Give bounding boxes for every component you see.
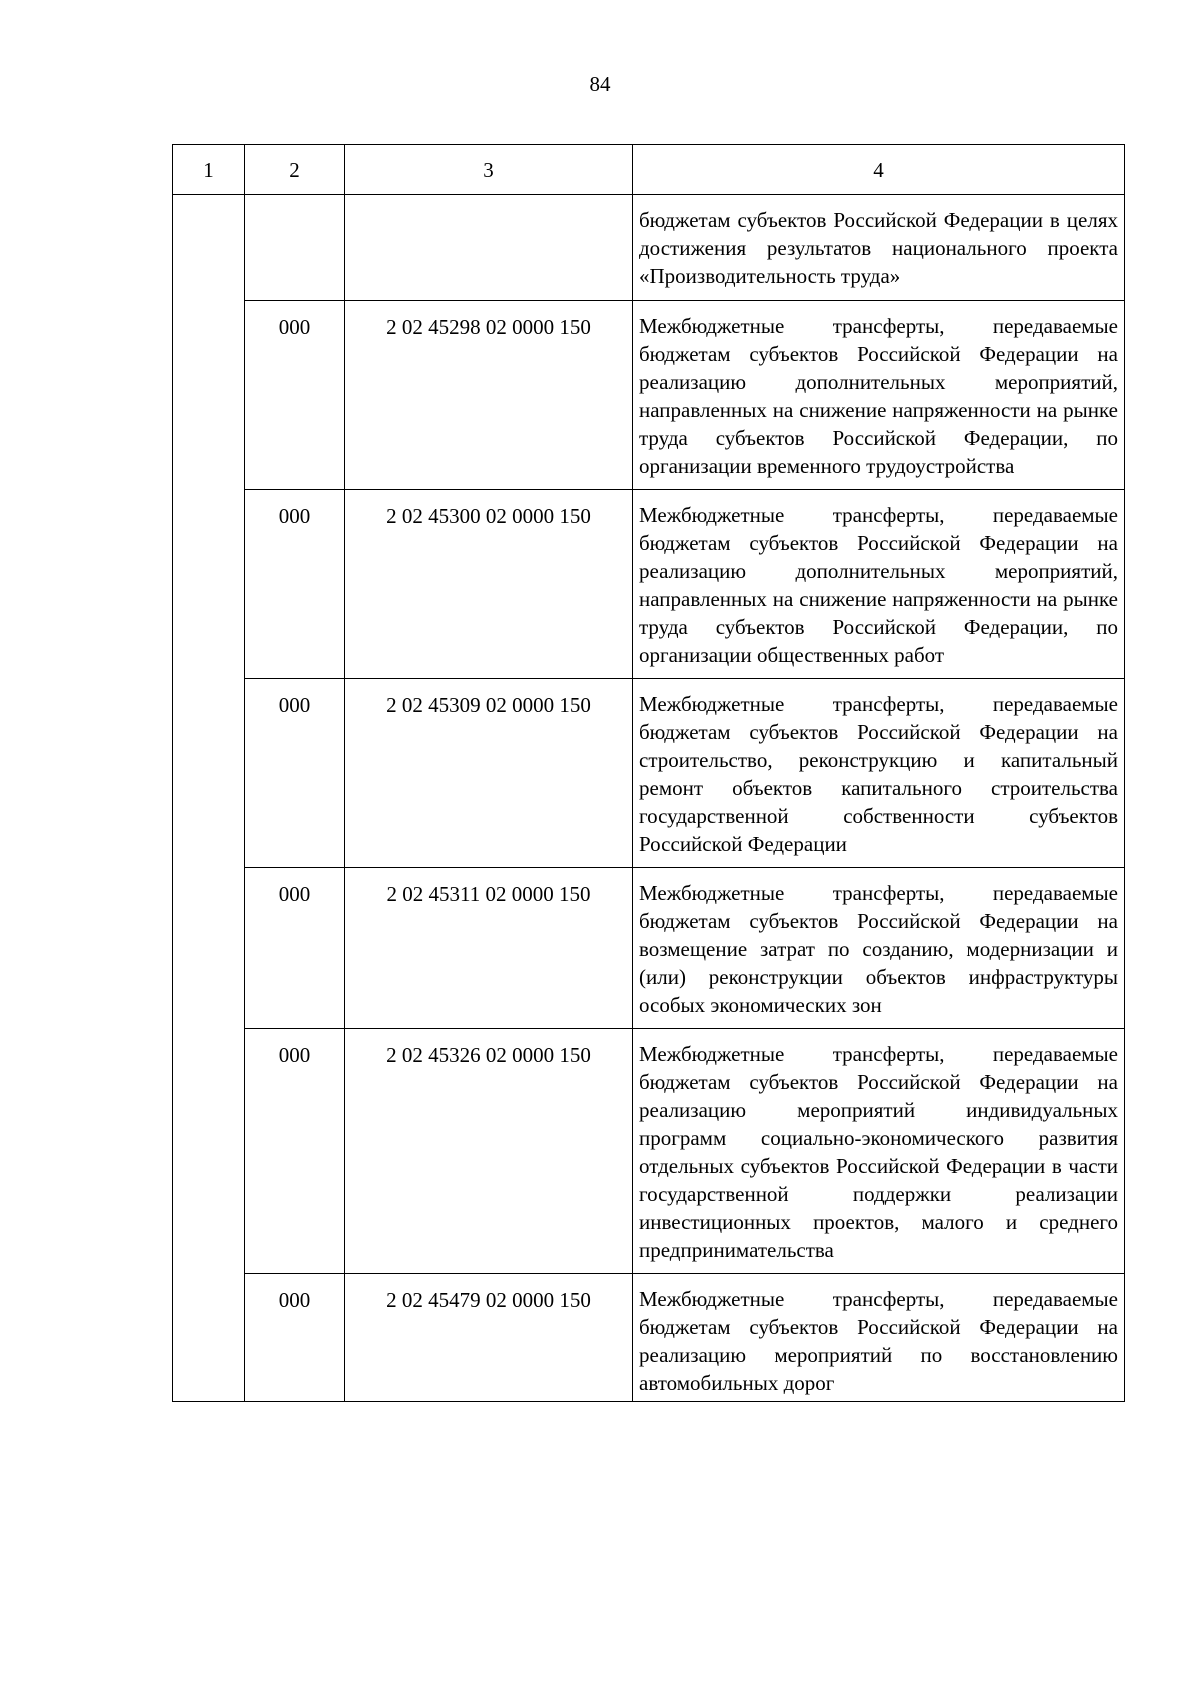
- description-cell: бюджетам субъектов Российской Федерации в целях достижения результатов национального проекта «Производительность труда»: [633, 195, 1125, 301]
- budget-codes-table: [172, 144, 1125, 1402]
- admin-code-cell: 000: [245, 490, 345, 679]
- revenue-code-cell: 2 02 45479 02 0000 150: [345, 1274, 633, 1402]
- revenue-code-cell: [345, 195, 633, 301]
- description-cell: Межбюджетные трансферты, передаваемые бюджетам субъектов Российской Федерации на реализацию дополнительных мероприятий, направленных на снижение напряженности на рынке труда субъектов Российской Федерации, по организации временного трудоустройства: [633, 301, 1125, 490]
- table-row: [173, 868, 1125, 1029]
- table-row: [173, 195, 1125, 301]
- header-col-3: 3: [345, 145, 633, 195]
- header-col-1: 1: [173, 145, 245, 195]
- table-row: [173, 301, 1125, 490]
- admin-code-cell: 000: [245, 1029, 345, 1274]
- revenue-code-cell: 2 02 45309 02 0000 150: [345, 679, 633, 868]
- header-row: [173, 145, 1125, 195]
- description-cell: Межбюджетные трансферты, передаваемые бюджетам субъектов Российской Федерации на строительство, реконструкцию и капитальный ремонт объектов капитального строительства государственной собственности субъектов Российской Федерации: [633, 679, 1125, 868]
- row-col-1: [173, 195, 245, 1402]
- description-cell: Межбюджетные трансферты, передаваемые бюджетам субъектов Российской Федерации на реализацию мероприятий по восстановлению автомобильных дорог: [633, 1274, 1125, 1402]
- header-col-4: 4: [633, 145, 1125, 195]
- revenue-code-cell: 2 02 45300 02 0000 150: [345, 490, 633, 679]
- page-number: 84: [589, 72, 611, 96]
- description-cell: Межбюджетные трансферты, передаваемые бюджетам субъектов Российской Федерации на реализацию мероприятий индивидуальных программ социально-экономического развития отдельных субъектов Российской Федерации в части государственной поддержки реализации инвестиционных проектов, малого и среднего предпринимательства: [633, 1029, 1125, 1274]
- admin-code-cell: 000: [245, 868, 345, 1029]
- table-row: [173, 490, 1125, 679]
- table-row: [173, 1029, 1125, 1274]
- revenue-code-cell: 2 02 45298 02 0000 150: [345, 301, 633, 490]
- admin-code-cell: 000: [245, 679, 345, 868]
- admin-code-cell: 000: [245, 301, 345, 490]
- table-row: [173, 1274, 1125, 1402]
- table-row: [173, 679, 1125, 868]
- revenue-code-cell: 2 02 45311 02 0000 150: [345, 868, 633, 1029]
- table-header: [173, 145, 1125, 195]
- admin-code-cell: [245, 195, 345, 301]
- revenue-code-cell: 2 02 45326 02 0000 150: [345, 1029, 633, 1274]
- description-cell: Межбюджетные трансферты, передаваемые бюджетам субъектов Российской Федерации на возмещение затрат по созданию, модернизации и (или) реконструкции объектов инфраструктуры особых экономических зон: [633, 868, 1125, 1029]
- table-body: [173, 195, 1125, 1402]
- admin-code-cell: 000: [245, 1274, 345, 1402]
- description-cell: Межбюджетные трансферты, передаваемые бюджетам субъектов Российской Федерации на реализацию дополнительных мероприятий, направленных на снижение напряженности на рынке труда субъектов Российской Федерации, по организации общественных работ: [633, 490, 1125, 679]
- header-col-2: 2: [245, 145, 345, 195]
